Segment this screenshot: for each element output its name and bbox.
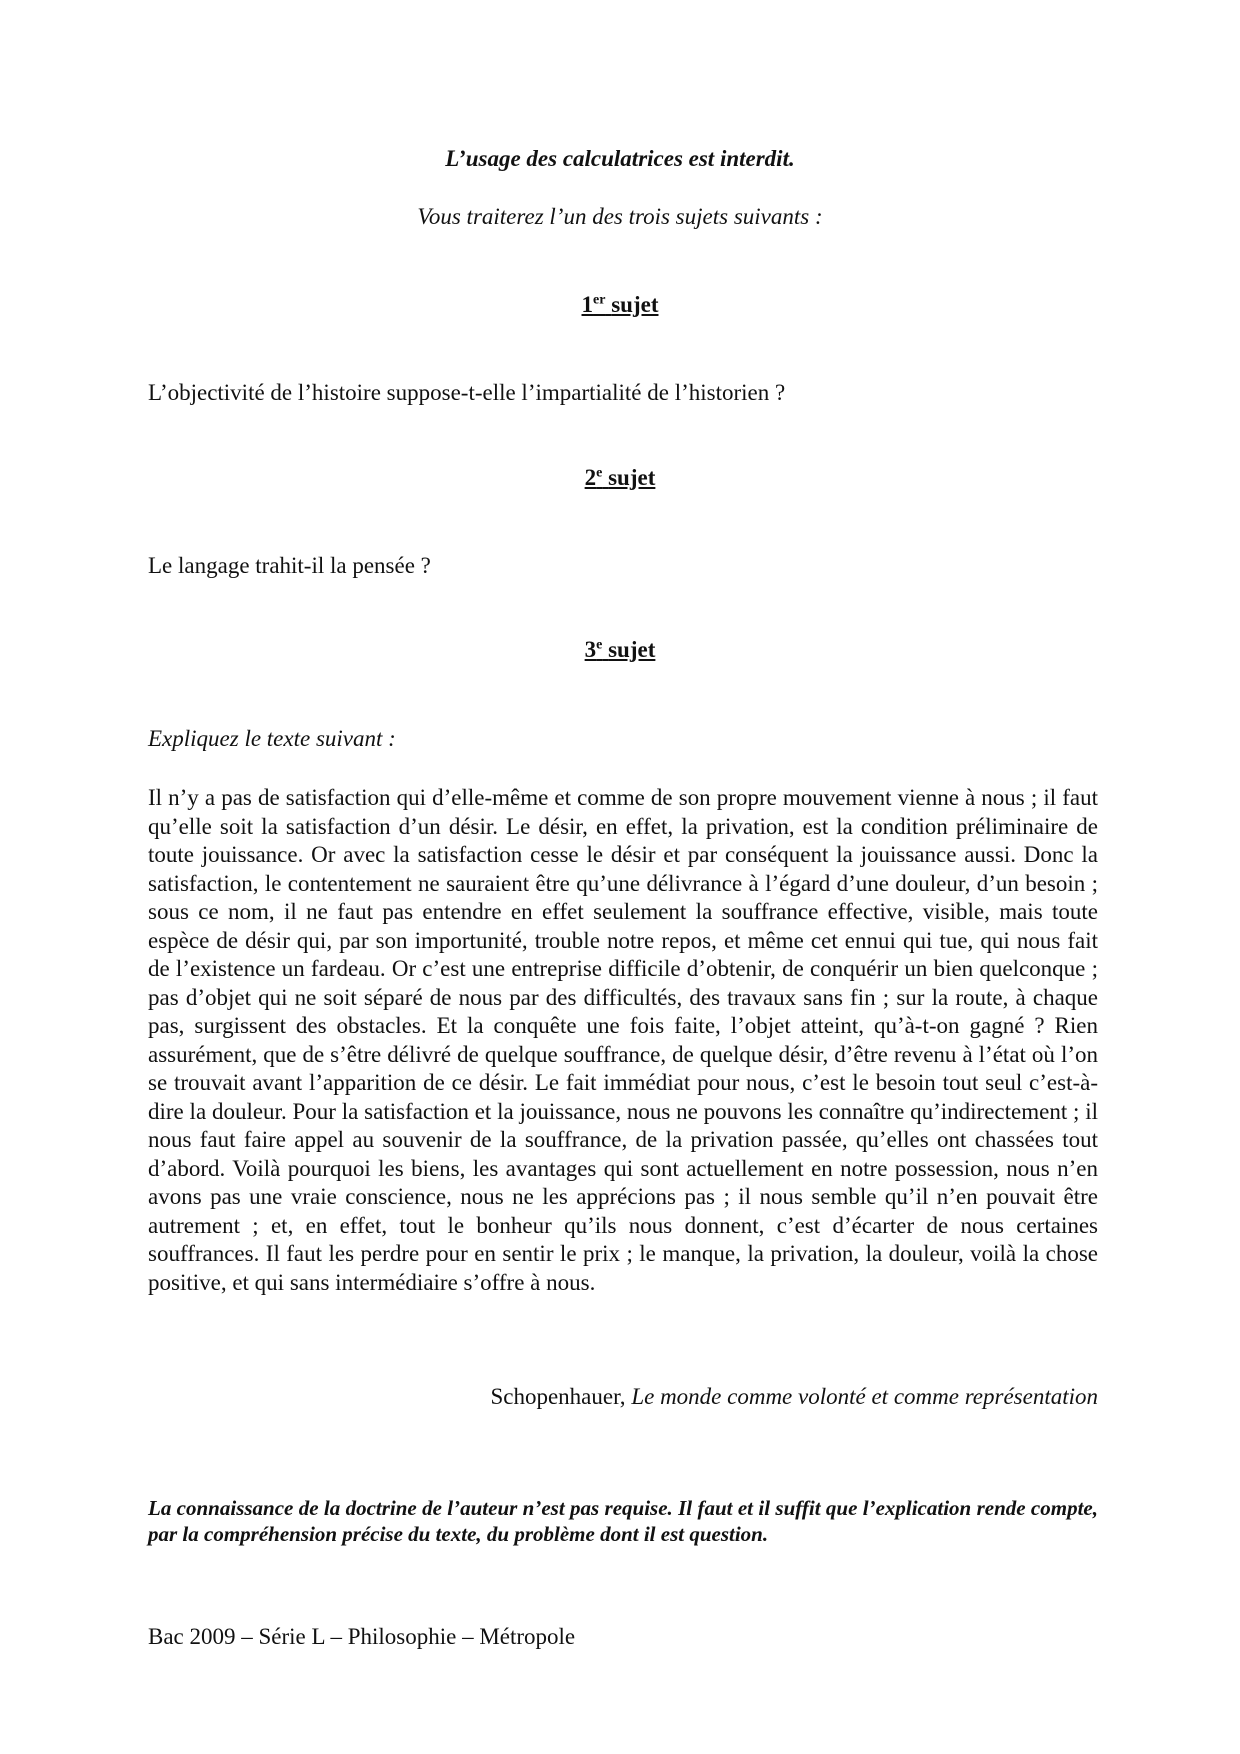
subject-2-heading: [0, 465, 1240, 491]
subject-3-label: sujet: [608, 637, 656, 662]
subject-1-label: sujet: [611, 292, 659, 317]
subject-3-suffix: e: [596, 637, 603, 653]
subject-1-question: L’objectivité de l’histoire suppose-t-elle l’impartialité de l’historien ?: [148, 380, 786, 405]
choose-instruction: Vous traiterez l’un des trois sujets suivants :: [417, 204, 823, 229]
subject-2-label: sujet: [608, 465, 656, 490]
text-attribution: [490, 1384, 1098, 1410]
subject-2-question: Le langage trahit-il la pensée ?: [148, 553, 431, 578]
page-footer: Bac 2009 – Série L – Philosophie – Métropole: [148, 1624, 576, 1649]
work-title: Le monde comme volonté et comme représentation: [631, 1384, 1098, 1409]
calculator-instruction: L’usage des calculatrices est interdit.: [445, 146, 795, 171]
subject-3-instruction: Expliquez le texte suivant :: [148, 726, 396, 751]
author-name: Schopenhauer,: [490, 1384, 626, 1409]
evaluation-note: La connaissance de la doctrine de l’auteur n’est pas requise. Il faut et il suffit que l’explication rende compte, par la compréhension précise du texte, du problème dont il est question.: [148, 1496, 1098, 1546]
subject-2-number: 2: [584, 465, 597, 490]
subject-1-heading: [0, 292, 1240, 318]
subject-2-suffix: e: [596, 465, 603, 481]
subject-3-number: 3: [584, 637, 597, 662]
schopenhauer-text: Il n’y a pas de satisfaction qui d’elle-même et comme de son propre mouvement vienne à nous ; il faut qu’elle soit la satisfaction d’un désir. Le désir, en effet, la privation, est la condition préliminaire de toute jouissance. Or avec la satisfaction cesse le désir et par conséquent la jouissance aussi. Donc la satisfaction, le contentement ne sauraient être qu’une délivrance à l’égard d’une douleur, d’un besoin ; sous ce nom, il ne faut pas entendre en effet seulement la souffrance effective, visible, mais toute espèce de désir qui, par son importunité, trouble notre repos, et même cet ennui qui tue, qui nous fait de l’existence un fardeau. Or c’est une entreprise difficile d’obtenir, de conquérir un bien quelconque ; pas d’objet qui ne soit séparé de nous par des difficultés, des travaux sans fin ; sur la route, à chaque pas, surgissent des obstacles. Et la conquête une fois faite, l’objet atteint, qu’à-t-on gagné ? Rien assurément, que de s’être délivré de quelque souffrance, de quelque désir, d’être revenu à l’état où l’on se trouvait avant l’apparition de ce désir. Le fait immédiat pour nous, c’est le besoin tout seul c’est-à-dire la douleur. Pour la satisfaction et la jouissance, nous ne pouvons les connaître qu’indirectement ; il nous faut faire appel au souvenir de la souffrance, de la privation passée, qu’elles ont chassées tout d’abord. Voilà pourquoi les biens, les avantages qui sont actuellement en notre possession, nous n’en avons pas une vraie conscience, nous ne les apprécions pas ; il nous semble qu’il n’en pouvait être autrement ; et, en effet, tout le bonheur qu’ils nous donnent, c’est d’écarter de nous certaines souffrances. Il faut les perdre pour en sentir le prix ; le manque, la privation, la douleur, voilà la chose positive, et qui sans intermédiaire s’offre à nous.: [148, 785, 1098, 1295]
subject-1-suffix: er: [593, 292, 606, 308]
subject-1-number: 1: [581, 292, 594, 317]
subject-3-heading: [0, 637, 1240, 663]
